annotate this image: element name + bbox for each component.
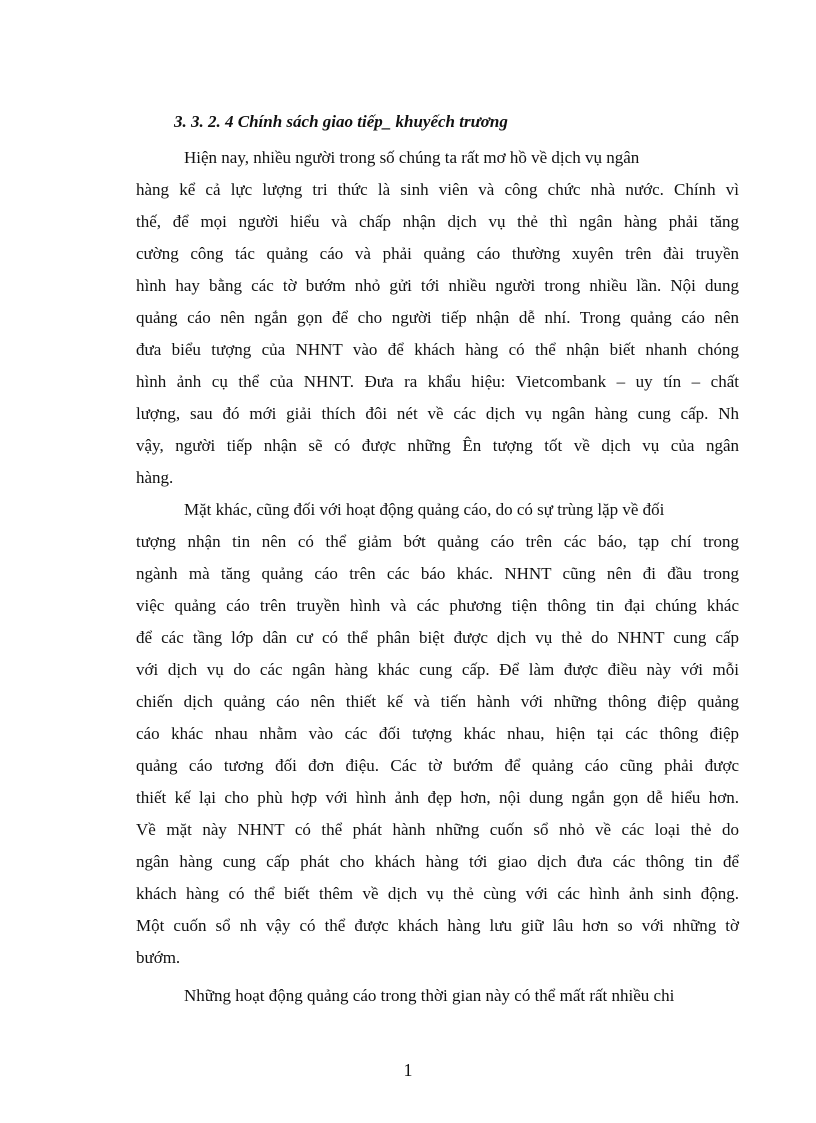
paragraph-line: chiến dịch quảng cáo nên thiết kế và tiến hành với những thông điệp quảng [136,692,739,711]
paragraph-line: cường công tác quảng cáo và phải quảng cáo thường xuyên trên đài truyền [136,244,739,263]
paragraph-line: thế, để mọi người hiểu và chấp nhận dịch vụ thẻ thì ngân hàng phải tăng [136,212,739,231]
paragraph-line: quảng cáo nên ngắn gọn để cho người tiếp nhận dễ nhí. Trong quảng cáo nên [136,308,739,327]
paragraph-line: với dịch vụ do các ngân hàng khác cung cấp. Để làm được điều này với mỗi [136,660,739,679]
page-number: 1 [403,1060,413,1080]
paragraph-line: để các tầng lớp dân cư có thể phân biệt được dịch vụ thẻ do NHNT cung cấp [136,628,739,647]
paragraph-line: cáo khác nhau nhằm vào các đối tượng khác nhau, hiện tại các thông điệp [136,724,739,743]
paragraph-line: hình ảnh cụ thể của NHNT. Đưa ra khẩu hiệu: Vietcombank – uy tín – chất [136,372,739,391]
paragraph-line: Những hoạt động quảng cáo trong thời gian này có thể mất rất nhiều chi [184,986,675,1005]
paragraph-line: tượng nhận tin nên có thể giảm bớt quảng cáo trên các báo, tạp chí trong [136,532,739,551]
paragraph-line: quảng cáo tương đối đơn điệu. Các tờ bướm để quảng cáo cũng phải được [136,756,739,775]
paragraph-line: Hiện nay, nhiều người trong số chúng ta rất mơ hồ về dịch vụ ngân [184,148,640,167]
paragraph-line: thiết kế lại cho phù hợp với hình ảnh đẹp hơn, nội dung ngắn gọn dễ hiểu hơn. [136,788,739,807]
paragraph-line: đưa biểu tượng của NHNT vào để khách hàng có thể nhận biết nhanh chóng [136,340,739,359]
paragraph-line: Một cuốn sổ nh vậy có thể được khách hàng lưu giữ lâu hơn so với những tờ [136,916,739,935]
paragraph-line: ngành mà tăng quảng cáo trên các báo khác. NHNT cũng nên đi đầu trong [136,564,739,583]
paragraph-line: hàng kể cả lực lượng tri thức là sinh viên và công chức nhà nước. Chính vì [136,180,739,199]
paragraph-line: Về mặt này NHNT có thể phát hành những cuốn sổ nhỏ về các loại thẻ do [136,820,739,839]
paragraph-line: khách hàng có thể biết thêm về dịch vụ thẻ cùng với các hình ảnh sinh động. [136,884,739,903]
paragraph-line: vậy, người tiếp nhận sẽ có được những Ên tượng tốt về dịch vụ của ngân [136,436,739,455]
paragraph-line: ngân hàng cung cấp phát cho khách hàng tới giao dịch đưa các thông tin để [136,852,739,871]
paragraph-line: việc quảng cáo trên truyền hình và các phương tiện thông tin đại chúng khác [136,596,739,615]
paragraph-line: Mặt khác, cũng đối với hoạt động quảng cáo, do có sự trùng lặp về đối [184,500,665,519]
section-heading: 3. 3. 2. 4 Chính sách giao tiếp_ khuyếch trương [174,112,508,131]
paragraph-line: bướm. [136,948,181,967]
paragraph-line: hình hay bằng các tờ bướm nhỏ gửi tới nhiều người trong nhiều lần. Nội dung [136,276,739,295]
paragraph-line: lượng, sau đó mới giải thích đôi nét về các dịch vụ ngân hàng cung cấp. Nh [136,404,739,423]
paragraph-line: hàng. [136,468,174,487]
